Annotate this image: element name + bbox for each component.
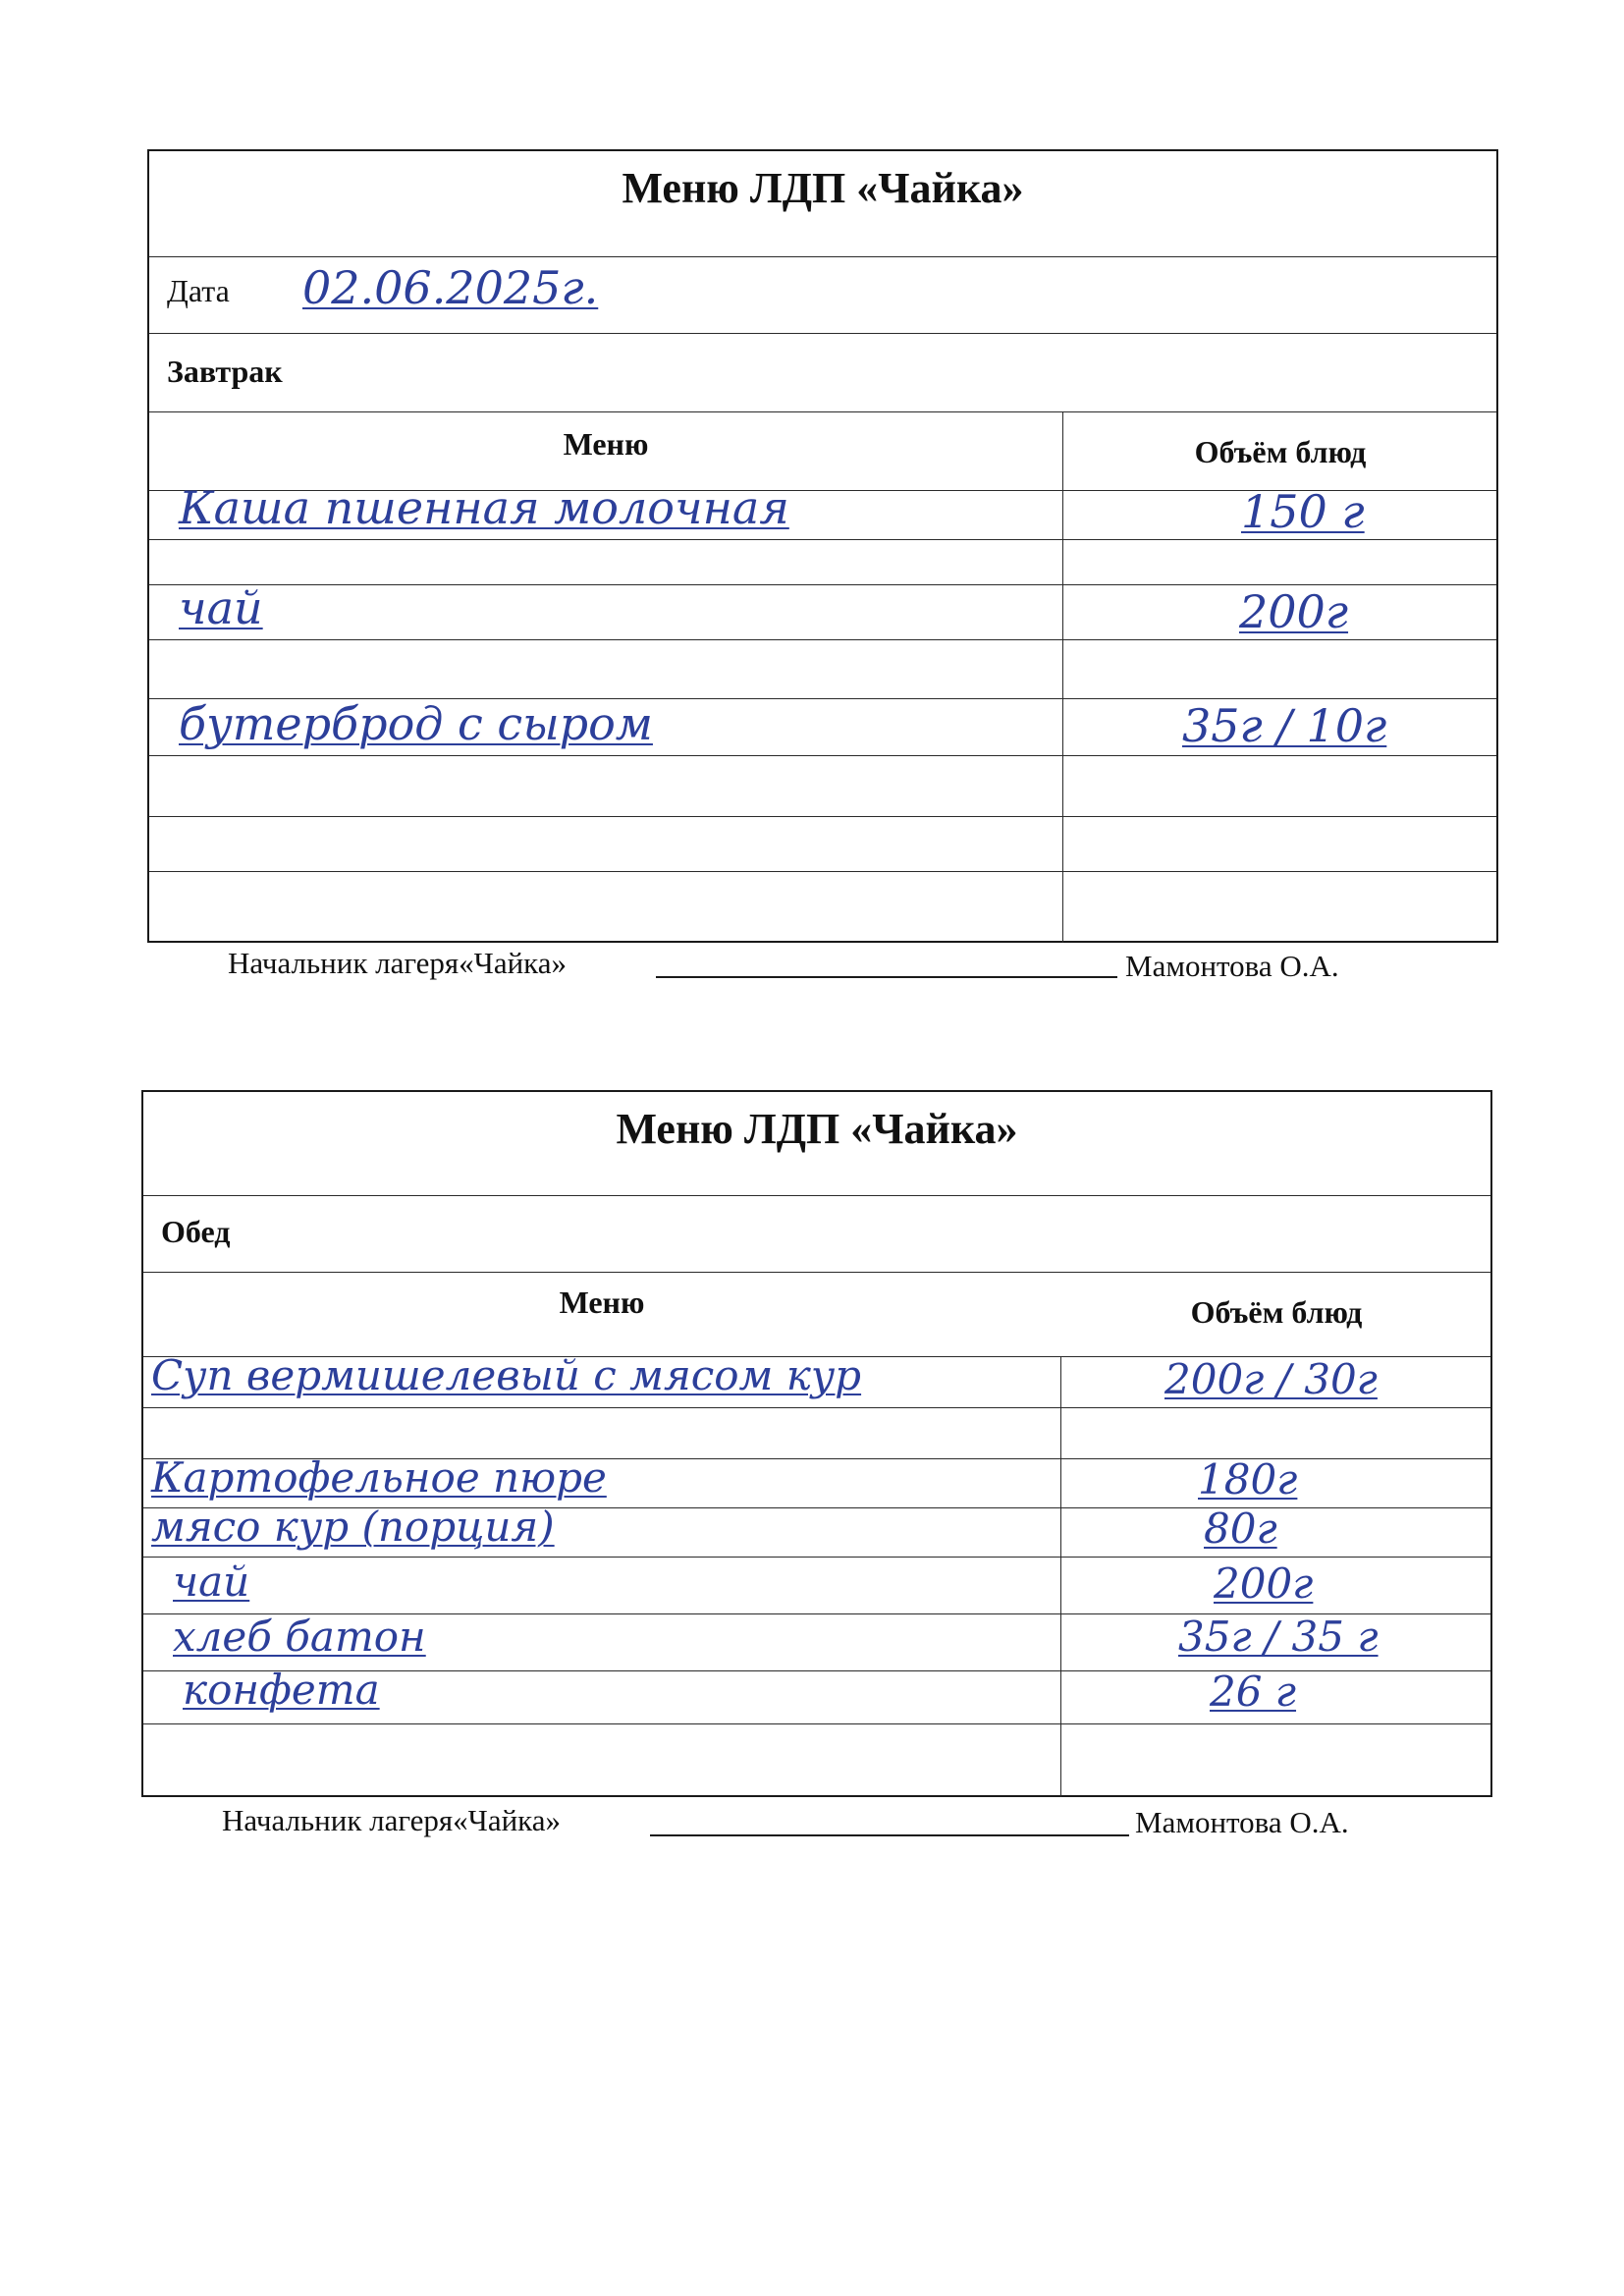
table-row <box>143 1408 1490 1459</box>
breakfast-dish: Каша пшенная молочная <box>179 481 789 534</box>
lunch-dish: мясо кур (порция) <box>151 1503 555 1551</box>
table-row <box>149 540 1496 585</box>
breakfast-column-menu: Меню <box>563 426 649 462</box>
lunch-meal-label: Обед <box>161 1214 231 1249</box>
breakfast-signature-label: Начальник лагеря«Чайка» <box>228 946 568 980</box>
breakfast-meal-row <box>149 334 1496 412</box>
lunch-portion: 180г <box>1198 1455 1298 1503</box>
lunch-signer-name: Мамонтова О.А. <box>1135 1805 1349 1839</box>
lunch-title: Меню ЛДП «Чайка» <box>616 1105 1018 1153</box>
table-row <box>143 1666 1490 1724</box>
table-row <box>149 756 1496 817</box>
lunch-dish: Суп вермишелевый с мясом кур <box>151 1351 862 1399</box>
lunch-dish: конфета <box>183 1666 380 1714</box>
breakfast-dish: бутерброд с сыром <box>179 697 653 750</box>
date-value: 02.06.2025г. <box>302 261 599 314</box>
table-row <box>143 1351 1490 1408</box>
table-row <box>143 1558 1490 1614</box>
breakfast-header-row <box>149 412 1496 491</box>
lunch-menu-table <box>141 1090 1492 1797</box>
breakfast-signature-blank <box>656 976 1117 978</box>
lunch-column-portion: Объём блюд <box>1190 1294 1363 1330</box>
breakfast-portion: 35г / 10г <box>1182 699 1387 752</box>
lunch-title-row <box>143 1092 1490 1196</box>
table-row <box>143 1724 1490 1797</box>
table-row <box>149 817 1496 872</box>
lunch-dish: Картофельное пюре <box>151 1453 607 1502</box>
lunch-dish: хлеб батон <box>173 1613 426 1661</box>
breakfast-date-row <box>149 257 1496 334</box>
table-row <box>143 1614 1490 1671</box>
table-row <box>143 1453 1490 1508</box>
lunch-portion: 80г <box>1204 1504 1277 1553</box>
lunch-portion: 200г / 30г <box>1164 1355 1378 1403</box>
breakfast-dish: чай <box>179 581 263 634</box>
breakfast-title: Меню ЛДП «Чайка» <box>622 164 1024 212</box>
table-row <box>149 640 1496 699</box>
table-row <box>149 481 1496 540</box>
table-row <box>149 699 1496 756</box>
breakfast-portion: 150 г <box>1241 485 1365 538</box>
table-row <box>143 1503 1490 1558</box>
date-label: Дата <box>167 273 230 308</box>
table-row <box>149 872 1496 943</box>
breakfast-menu-table <box>147 149 1498 943</box>
lunch-header-row <box>143 1273 1490 1357</box>
lunch-signature-blank <box>650 1834 1129 1836</box>
breakfast-meal-label: Завтрак <box>167 354 283 389</box>
lunch-portion: 26 г <box>1210 1667 1297 1716</box>
breakfast-title-row <box>149 151 1496 257</box>
table-row <box>149 581 1496 640</box>
lunch-portion: 200г <box>1214 1559 1314 1608</box>
lunch-column-menu: Меню <box>559 1285 645 1320</box>
lunch-meal-row <box>143 1196 1490 1273</box>
lunch-dish: чай <box>173 1558 250 1606</box>
lunch-portion: 35г / 35 г <box>1178 1613 1379 1661</box>
breakfast-portion: 200г <box>1239 585 1349 638</box>
breakfast-signer-name: Мамонтова О.А. <box>1125 949 1339 983</box>
lunch-signature-label: Начальник лагеря«Чайка» <box>222 1803 562 1837</box>
breakfast-column-portion: Объём блюд <box>1194 434 1367 469</box>
